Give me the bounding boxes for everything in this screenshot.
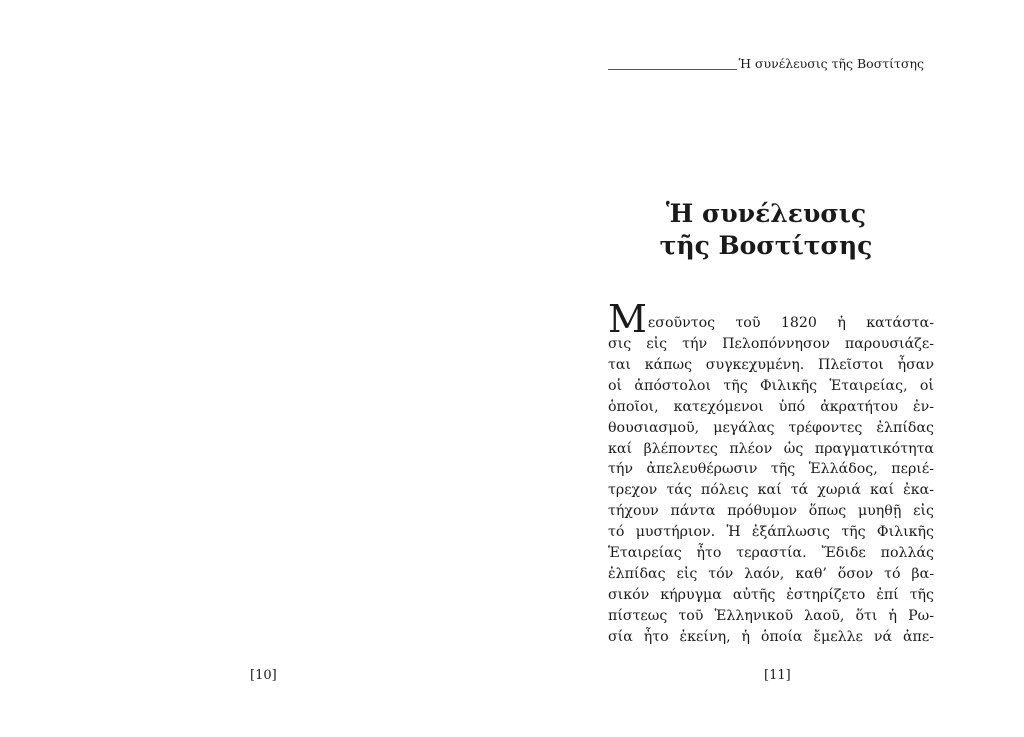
body-paragraph: [608, 304, 934, 648]
body-line-4: οἱ ἀπόστολοι τῆς Φιλικῆς Ἑταιρείας, οἱ: [608, 377, 934, 394]
running-head: [608, 56, 924, 72]
drop-cap: Μ: [608, 304, 647, 334]
page-number-left: [10]: [250, 668, 277, 683]
body-line-16: σία ἦτο ἐκείνη, ἡ ὁποία ἔμελλε νά ἀπε-: [608, 628, 934, 645]
running-head-title: Ἡ συνέλευσις τῆς Βοστίτσης: [738, 56, 924, 71]
page-number-right: [11]: [764, 668, 791, 683]
body-line-1: [608, 304, 934, 334]
chapter-title-line-1: Ἡ συνέλευσις: [665, 199, 867, 228]
body-line-11: τό μυστήριον. Ἡ ἐξάπλωσις τῆς Φιλικῆς: [608, 524, 934, 541]
body-line-9: τρεχον τάς πόλεις καί τά χωριά καί ἐκα-: [608, 482, 934, 499]
right-page: [512, 0, 1024, 737]
body-line-10: τήχουν πάντα πρόθυμον ὅπως μυηθῇ εἰς: [608, 503, 934, 520]
body-line-1-text: εσοῦντος τοῦ 1820 ἡ κατάστα-: [647, 315, 934, 331]
body-line-14: σικόν κήρυγμα αὐτῆς ἐστηρίζετο ἐπί τῆς: [608, 586, 934, 603]
running-head-rule: [608, 69, 737, 70]
body-line-7: καί βλέποντες πλέον ὡς πραγματικότητα: [608, 440, 934, 457]
body-line-13: ἐλπίδας εἰς τόν λαόν, καθ’ ὅσον τό βα-: [608, 565, 934, 582]
chapter-title: [608, 198, 924, 262]
body-line-3: ται κάπως συγκεχυμένη. Πλεῖστοι ἦσαν: [608, 356, 934, 373]
body-line-8: τήν ἀπελευθέρωσιν τῆς Ἑλλάδος, περιέ-: [608, 461, 934, 478]
body-line-5: ὁποῖοι, κατεχόμενοι ὑπό ἀκρατήτου ἐν-: [608, 398, 934, 415]
body-line-15: πίστεως τοῦ Ἑλληνικοῦ λαοῦ, ὅτι ἡ Ρω-: [608, 607, 934, 624]
chapter-title-line-2: τῆς Βοστίτσης: [659, 231, 873, 260]
body-line-6: θουσιασμοῦ, μεγάλας τρέφοντες ἐλπίδας: [608, 419, 934, 436]
body-line-12: Ἑταιρείας ἦτο τεραστία. Ἔδιδε πολλάς: [608, 545, 934, 562]
body-line-2: σις εἰς τήν Πελοπόννησον παρουσιάζε-: [608, 336, 934, 352]
